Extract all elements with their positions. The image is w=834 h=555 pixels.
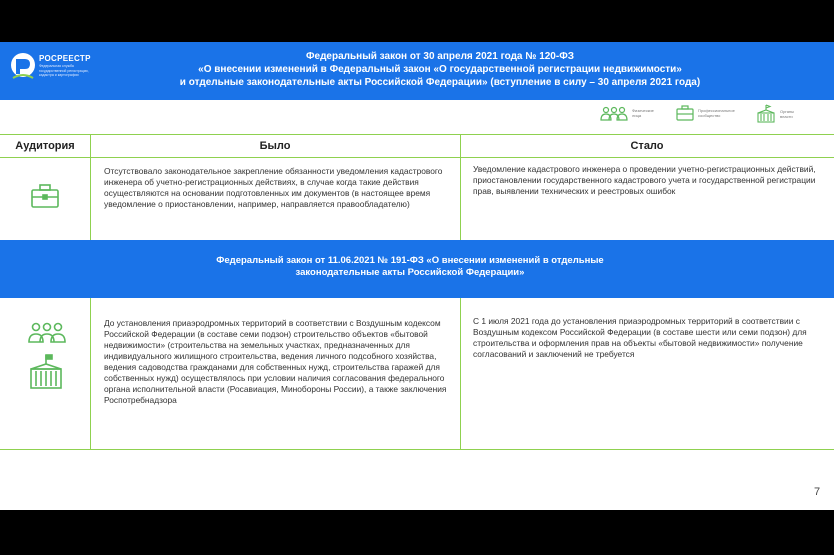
column-header-before: Было (259, 140, 291, 152)
logo-name: РОСРЕЕСТР (39, 54, 91, 63)
legend-label: Органы власти (780, 109, 795, 119)
column-divider (460, 298, 461, 450)
table-header (0, 134, 834, 158)
briefcase-icon (30, 183, 60, 209)
briefcase-icon (676, 105, 694, 121)
legend-label: Физические лица (632, 108, 654, 118)
header-title-line: и отдельные законодательные акты Российской Федерации» (вступление в силу – 30 апреля 2021 года) (179, 77, 701, 88)
people-icon (28, 321, 66, 343)
section-banner-line: Федеральный закон от 11.06.2021 № 191-ФЗ «О внесении изменений в отдельные (216, 255, 604, 266)
header-title (120, 50, 760, 89)
section-banner (0, 240, 834, 298)
header-title-line: «О внесении изменений в Федеральный закон «О государственной регистрации недвижимости» (198, 64, 682, 75)
column-divider (90, 134, 91, 240)
legend-item-authorities (756, 104, 800, 124)
after-text: С 1 июля 2021 года до установления приаэродромных территорий в соответствии с Воздушным кодексом Российской Федерации (в составе шести или семи подзон) для строительства и оформления прав на объекты «бытовой недвижимости» получение согласований и заключений не требуется (473, 316, 807, 359)
legend-item-professionals (676, 105, 735, 121)
section-banner-title (140, 255, 680, 279)
column-header-after: Стало (630, 140, 664, 152)
page-number: 7 (814, 486, 821, 498)
legend-item-individuals (600, 105, 660, 121)
before-text: Отсутствовало законодательное закрепление обязанности уведомления кадастрового инженера об учетно-регистрационных действиях, в случае когда такие действия осуществляются на основании подготовленных им документов (в настоящее время уведомление о приостановлении, например, направляется правообладателю) (104, 166, 443, 209)
header-title-line: Федеральный закон от 30 апреля 2021 года № 120-ФЗ (305, 51, 575, 62)
legend-label: Профессиональное сообщество (698, 108, 735, 118)
government-building-icon (756, 104, 776, 124)
rosreestr-logo (10, 52, 99, 82)
after-text: Уведомление кадастрового инженера о проведении учетно-регистрационных действий, приостановлении государственного кадастрового учета и государственной регистрации прав, выявлении технических и реестровых ошибок (473, 164, 816, 196)
rosreestr-emblem-icon (10, 52, 36, 82)
column-divider (460, 134, 461, 240)
header-banner (0, 42, 834, 100)
row-divider (0, 449, 834, 450)
column-header-audience: Аудитория (15, 140, 75, 152)
before-text: До установления приаэродромных территорий в соответствии с Воздушным кодексом Российской Федерации (в составе семи подзон) строительство объектов «бытовой недвижимости» (строительства на земельных участках, предназначенных для индивидуального жилищного строительства, ведения личного подсобного хозяйства, ведения садоводства гражданами для собственных нужд, строительства гаражей для собственных нужд) осуществлялось при условии наличия согласования федерального органа исполнительной власти (Росавиация, Минобороны России), а также заключения Роспотребнадзора (104, 318, 447, 405)
government-building-icon (28, 354, 64, 390)
people-icon (600, 105, 628, 121)
section-banner-line: законодательные акты Российской Федерации» (295, 267, 525, 278)
logo-subtitle: Федеральная служба государственной регистрации, кадастра и картографии (39, 64, 89, 77)
column-divider (90, 298, 91, 450)
slide (0, 42, 834, 510)
